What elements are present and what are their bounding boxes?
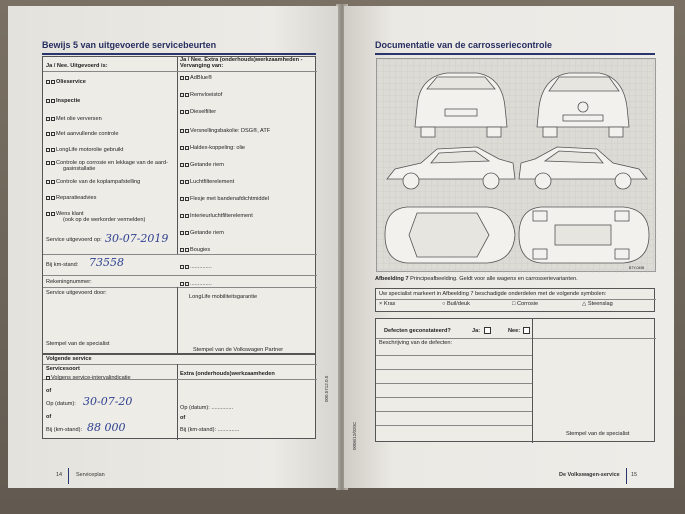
service-type-label: Servicesoort bbox=[46, 366, 80, 372]
symbol-buil: ○ Buil/deuk bbox=[442, 301, 470, 307]
symbol-kras: × Kras bbox=[379, 301, 396, 307]
check-interieurfilter[interactable]: Interieurluchtfilterelement bbox=[180, 213, 253, 220]
row-rule bbox=[43, 287, 317, 288]
check-luchtfilter[interactable]: Luchtfilterelement bbox=[180, 179, 234, 186]
interval-label[interactable]: Volgens service-intervalindicatie bbox=[46, 375, 131, 382]
line bbox=[376, 369, 532, 370]
left-page bbox=[8, 6, 338, 488]
col-right-header-2: Vervanging van: bbox=[180, 63, 224, 69]
check-getande-riem-2[interactable]: Getande riem bbox=[180, 230, 224, 237]
check-haldex[interactable]: Haldex-koppeling: olie bbox=[180, 145, 245, 152]
of-right-1: of bbox=[180, 415, 186, 421]
header-rule bbox=[43, 71, 317, 72]
check-corrosie[interactable]: Controle op corrosie en lekkage van de aard- bbox=[46, 160, 168, 167]
check-versnellingsbak[interactable]: Versnellingsbakolie: DSG®, ATF bbox=[180, 128, 270, 135]
check-olie-verversen[interactable]: Met olie verversen bbox=[46, 116, 102, 123]
description-label: Beschrijving van de defecten: bbox=[379, 340, 453, 346]
car-figure bbox=[376, 58, 656, 272]
check-dieselfilter[interactable]: Dieselfilter bbox=[180, 109, 216, 116]
nee-checkbox[interactable] bbox=[523, 327, 530, 334]
row-rule bbox=[43, 364, 317, 365]
check-bandenafdicht[interactable]: Flesje met bandenafdichtmiddel bbox=[180, 196, 269, 203]
nee-label: Nee: bbox=[508, 328, 521, 334]
right-page-number: 15 bbox=[631, 472, 638, 478]
ja-checkbox[interactable] bbox=[484, 327, 491, 334]
stamp-specialist-left: Stempel van de specialist bbox=[46, 341, 110, 347]
check-getande-riem-1[interactable]: Getande riem bbox=[180, 162, 224, 169]
car-rear-view bbox=[415, 73, 507, 137]
right-page bbox=[344, 6, 674, 488]
title-rule bbox=[42, 53, 316, 55]
line bbox=[376, 383, 532, 384]
symbol-steenslag: △ Steenslag bbox=[582, 301, 613, 307]
bij-km-value[interactable]: 88 000 bbox=[87, 421, 126, 434]
row-rule bbox=[43, 254, 317, 255]
check-bougies[interactable]: Bougies bbox=[180, 247, 210, 254]
check-aanvullende-controle[interactable]: Met aanvullende controle bbox=[46, 131, 119, 138]
footer-bar bbox=[626, 468, 627, 484]
km-label: Bij km-stand: bbox=[46, 262, 79, 268]
car-front-view bbox=[537, 73, 629, 137]
title-rule bbox=[375, 53, 655, 55]
stamp-specialist-right: Stempel van de specialist bbox=[566, 431, 630, 437]
right-page-title: Documentatie van de carrosseriecontrole bbox=[375, 40, 553, 50]
bij-km-label: Bij (km-stand): bbox=[46, 427, 83, 433]
bij-km-right: Bij (km-stand): .............. bbox=[180, 427, 240, 433]
right-footer: De Volkswagen-service bbox=[559, 472, 620, 478]
col-divider bbox=[177, 57, 178, 254]
defects-label: Defecten geconstateerd? bbox=[384, 328, 451, 334]
check-olieservice[interactable]: Olieservice bbox=[46, 79, 86, 86]
check-corrosie-2: gasinstallatie bbox=[63, 166, 96, 172]
check-longlife-olie[interactable]: LongLife motorolie gebruikt bbox=[46, 147, 123, 154]
line bbox=[376, 355, 532, 356]
car-underside-view bbox=[519, 207, 649, 263]
of-2: of bbox=[46, 414, 52, 420]
car-diagram-svg bbox=[377, 59, 657, 273]
stamp-vw-partner: Stempel van de Volkswagen Partner bbox=[193, 347, 284, 353]
check-empty-1[interactable]: .............. bbox=[180, 264, 212, 271]
right-side-code: 0006/12/020C bbox=[352, 421, 357, 450]
op-datum-label: Op (datum): bbox=[46, 401, 76, 407]
footer-bar bbox=[68, 468, 69, 484]
row-rule bbox=[376, 338, 656, 339]
symbol-corrosie: □ Corrosie bbox=[512, 301, 539, 307]
row-rule bbox=[43, 275, 317, 276]
left-page-number: 14 bbox=[56, 472, 63, 478]
next-service-header: Volgende service bbox=[46, 356, 92, 362]
op-datum-right: Op (datum): .............. bbox=[180, 405, 234, 411]
longlife-label: LongLife mobiliteitsgarantie bbox=[189, 294, 258, 300]
service-date-value[interactable]: 30-07-2019 bbox=[105, 232, 169, 245]
check-remvloeistof[interactable]: Remvloeistof bbox=[180, 92, 222, 99]
check-adblue[interactable]: AdBlue® bbox=[180, 75, 212, 82]
figure-caption: Afbeelding 7 Principeafbeelding. Geldt voor alle wagens en carrosserievarianten. bbox=[375, 276, 578, 282]
col-divider bbox=[532, 319, 533, 443]
next-service-box bbox=[42, 354, 316, 439]
col-right-header-1: Ja / Nee. Extra (onderhouds)werkzaamheden - bbox=[180, 57, 303, 63]
check-wens-klant[interactable]: Wens klant bbox=[46, 211, 84, 218]
ja-label: Ja: bbox=[472, 328, 481, 334]
service-by-label: Service uitgevoerd door: bbox=[46, 290, 107, 296]
left-side-code: 000.5712.0.0 bbox=[324, 375, 329, 402]
col-divider bbox=[177, 287, 178, 355]
line bbox=[376, 425, 532, 426]
extra-header: Extra (onderhouds)werkzaamheden bbox=[180, 371, 275, 377]
col-left-header: Ja / Nee. Uitgevoerd is: bbox=[46, 63, 108, 69]
col-divider bbox=[177, 364, 178, 440]
left-footer: Serviceplan bbox=[76, 472, 105, 478]
check-inspectie[interactable]: Inspectie bbox=[46, 98, 80, 105]
car-top-view bbox=[385, 207, 515, 263]
check-koplamp[interactable]: Controle van de koplampafstelling bbox=[46, 179, 140, 186]
km-value[interactable]: 73558 bbox=[89, 256, 124, 269]
row-rule bbox=[376, 299, 656, 300]
service-date-label: Service uitgevoerd op: bbox=[46, 237, 102, 243]
service-record-box bbox=[42, 56, 316, 354]
check-reparatieadvies[interactable]: Reparatieadvies bbox=[46, 195, 96, 202]
op-datum-value[interactable]: 30-07-20 bbox=[83, 395, 133, 408]
of-1: of bbox=[46, 388, 52, 394]
left-page-title: Bewijs 5 van uitgevoerde servicebeurten bbox=[42, 40, 217, 50]
invoice-label: Rekeningnummer: bbox=[46, 279, 92, 285]
line bbox=[376, 397, 532, 398]
marking-text: Uw specialist markeert in Afbeelding 7 beschadigde onderdelen met de volgende symbolen: bbox=[379, 291, 607, 297]
symbols-box bbox=[375, 288, 655, 312]
check-empty-2[interactable]: .............. bbox=[180, 281, 212, 288]
line bbox=[376, 411, 532, 412]
defects-box bbox=[375, 318, 655, 442]
wens-klant-note: (ook op de werkorder vermelden) bbox=[63, 217, 146, 223]
figure-code: B7Y-0498 bbox=[629, 266, 645, 270]
